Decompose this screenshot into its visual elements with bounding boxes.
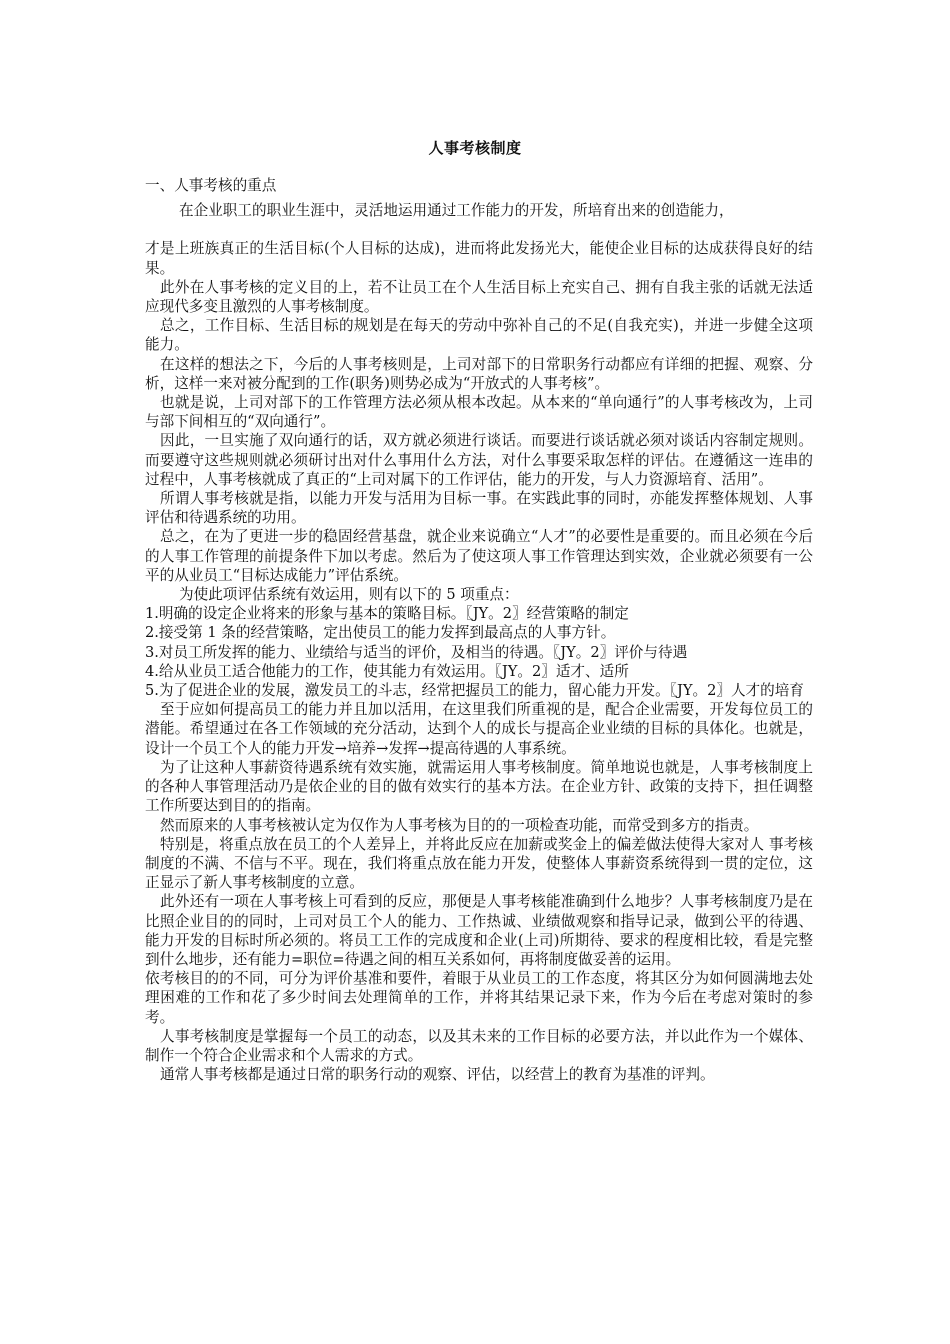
list-item: 3.对员工所发挥的能力、业绩给与适当的评价，及相当的待遇。〖JY。2〗评价与待遇: [145, 643, 688, 661]
paragraph: 此外在人事考核的定义目的上，若不让员工在个人生活目标上充实自己、拥有自我主张的话就无法适应现代多变且激烈的人事考核制度。: [145, 278, 813, 316]
paragraph: 也就是说，上司对部下的工作管理方法必须从根本改起。从本来的“单向通行”的人事考核改为，上司与部下间相互的“双向通行”。: [145, 394, 813, 431]
paragraph: 为使此项评估系统有效运用，则有以下的 5 项重点：: [179, 586, 519, 604]
list-item: 5.为了促进企业的发展，激发员工的斗志，经常把握员工的能力，留心能力开发。〖JY。2〗人才的培育: [145, 682, 804, 700]
paragraph: 总之，在为了更进一步的稳固经营基盘，就企业来说确立“人才”的必要性是重要的。而且必须在今后的人事工作管理的前提条件下加以考虑。然后为了使这项人事工作管理达到实效，企业就必须要有一公平的从业员工“目标达成能力”评估系统。: [145, 528, 813, 584]
paragraph: 在这样的想法之下，今后的人事考核则是，上司对部下的日常职务行动都应有详细的把握、观察、分析，这样一来对被分配到的工作(职务)则势必成为“开放式的人事考核”。: [145, 355, 813, 392]
list-item: 4.给从业员工适合他能力的工作，使其能力有效运用。〖JY。2〗适才、适所: [145, 662, 629, 680]
paragraph: 然而原来的人事考核被认定为仅作为人事考核为目的的一项检查功能，而常受到多方的指责。: [160, 816, 759, 834]
paragraph: 依考核目的的不同，可分为评价基准和要件，着眼于从业员工的工作态度，将其区分为如何圆满地去处理困难的工作和花了多少时间去处理简单的工作，并将其结果记录下来，作为今后在考虑对策时的参考。: [145, 970, 813, 1026]
section-heading: 一、人事考核的重点: [145, 177, 277, 194]
list-item: 1.明确的设定企业将来的形象与基本的策略目标。〖JY。2〗经营策略的制定: [145, 605, 629, 623]
paragraph: 特别是，将重点放在员工的个人差异上，并将此反应在加薪或奖金上的偏差做法使得大家对人 事考核制度的不满、不信与不平。现在，我们将重点放在能力开发，使整体人事薪资系统得到一贯的定位，这正显示了新人事考核制度的立意。: [145, 835, 813, 892]
paragraph: 因此，一旦实施了双向通行的话，双方就必须进行谈话。而要进行谈话就必须对谈话内容制定规则。而要遵守这些规则就必须研讨出对什么事用什么方法，对什么事要采取怎样的评估。在遵循这一连串的过程中，人事考核就成了真正的“上司对属下的工作评估，能力的开发，与人力资源培育、活用”。: [145, 432, 813, 488]
document-title: 人事考核制度: [428, 139, 522, 157]
paragraph: 此外还有一项在人事考核上可看到的反应，那便是人事考核能准确到什么地步？人事考核制度乃是在比照企业目的的同时，上司对员工个人的能力、工作热诚、业绩做观察和指导记录，做到公平的待遇、能力开发的目标时所必须的。将员工工作的完成度和企业(上司)所期待、要求的程度相比较，看是完整到什么地步，还有能力=职位=待遇之间的相互关系如何，再将制度做妥善的运用。: [145, 893, 813, 968]
paragraph: 在企业职工的职业生涯中，灵活地运用通过工作能力的开发，所培育出来的创造能力，: [179, 202, 734, 220]
paragraph: 才是上班族真正的生活目标(个人目标的达成)，进而将此发扬光大，能使企业目标的达成获得良好的结果。: [145, 240, 813, 277]
paragraph: 总之，工作目标、生活目标的规划是在每天的劳动中弥补自己的不足(自我充实)，并进一步健全这项能力。: [145, 317, 813, 354]
paragraph: 所谓人事考核就是指，以能力开发与活用为目标一事。在实践此事的同时，亦能发挥整体规划、人事评估和待遇系统的功用。: [145, 490, 813, 527]
paragraph: 通常人事考核都是通过日常的职务行动的观察、评估，以经营上的教育为基准的评判。: [160, 1066, 715, 1084]
paragraph: 为了让这种人事薪资待遇系统有效实施，就需运用人事考核制度。简单地说也就是，人事考核制度上的各种人事管理活动乃是依企业的目的做有效实行的基本方法。在企业方针、政策的支持下，担任调整工作所要达到目的的指南。: [145, 758, 813, 815]
document-body: [145, 176, 813, 1084]
paragraph: 至于应如何提高员工的能力并且加以活用，在这里我们所重视的是，配合企业需要，开发每位员工的潜能。希望通过在各工作领域的充分活动，达到个人的成长与提高企业业绩的目标的具体化。也就是，设计一个员工个人的能力开发→培养→发挥→提高待遇的人事系统。: [145, 701, 813, 757]
list-item: 2.接受第 1 条的经营策略，定出使员工的能力发挥到最高点的人事方针。: [145, 624, 616, 642]
paragraph: 人事考核制度是掌握每一个员工的动态，以及其未来的工作目标的必要方法，并以此作为一个媒体、制作一个符合企业需求和个人需求的方式。: [145, 1027, 813, 1064]
